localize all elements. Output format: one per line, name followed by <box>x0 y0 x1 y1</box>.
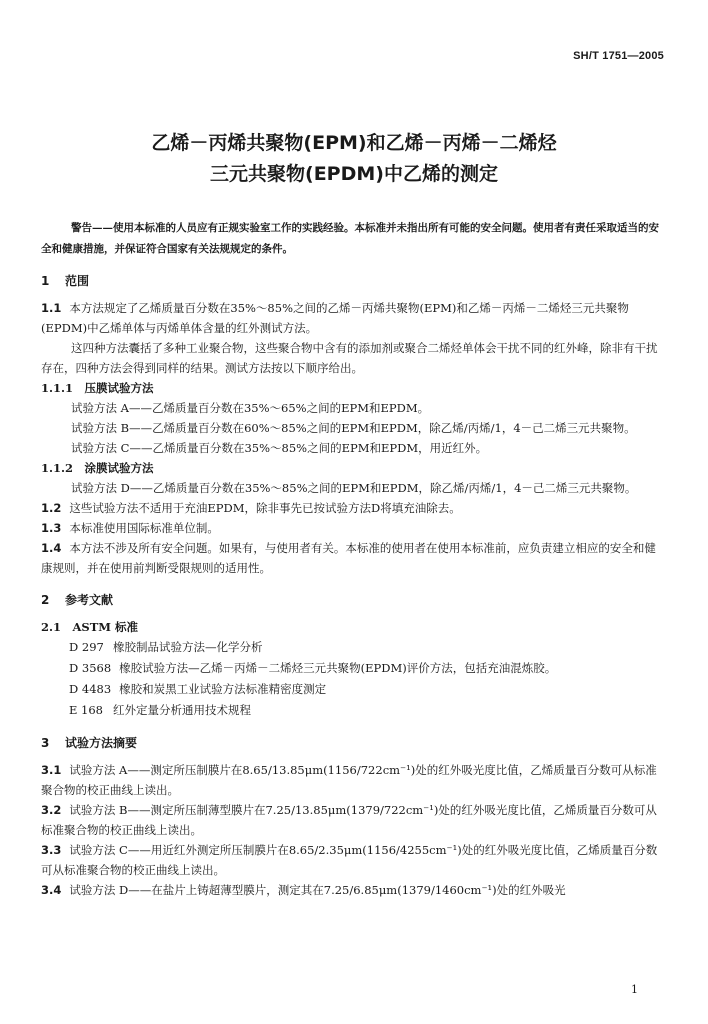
warning-paragraph: 警告——使用本标准的人员应有正规实验室工作的实践经验。本标准并未指出所有可能的安全问题。使用者有责任采取适当的安全和健康措施，并保证符合国家有关法规规定的条件。 <box>41 222 659 255</box>
section-title: 试验方法摘要 <box>65 736 138 750</box>
clause-3-3 <box>41 840 667 880</box>
clause-text: 本方法不涉及所有安全问题。如果有，与使用者有关。本标准的使用者在使用本标准前，应负责建立相应的安全和健康规则，并在使用前判断受限规则的适用性。 <box>41 541 656 575</box>
reference-item <box>69 700 667 721</box>
section-title: 范围 <box>65 274 90 288</box>
clause-number: 1.4 <box>41 541 62 555</box>
title-line-2: 三元共聚物(EPDM)中乙烯的测定 <box>210 163 498 185</box>
reference-code: D 3568 <box>69 661 112 675</box>
method-c-text: 试验方法 C——乙烯质量百分数在35%～85%之间的EPM和EPDM，用近红外。 <box>71 441 488 455</box>
reference-title: 橡胶和炭黑工业试验方法标准精密度测定 <box>119 682 327 696</box>
reference-item <box>69 679 667 700</box>
clause-1-4 <box>41 538 667 578</box>
clause-text: 试验方法 B——测定所压制薄型膜片在7.25/13.85μm(1379/722cm⁻¹)处的红外吸光度比值，乙烯质量百分数可从标准聚合物的校正曲线上读出。 <box>41 803 657 837</box>
reference-code: E 168 <box>69 703 104 717</box>
clause-text: 本方法规定了乙烯质量百分数在35%～85%之间的乙烯－丙烯共聚物(EPM)和乙烯－丙烯－二烯烃三元共聚物(EPDM)中乙烯单体与丙烯单体含量的红外测试方法。 <box>41 301 629 335</box>
reference-title: 橡胶制品试验方法—化学分析 <box>113 640 263 654</box>
section-number: 3 <box>41 736 50 750</box>
clause-number: 1.1 <box>41 301 62 315</box>
page-number: 1 <box>631 983 638 996</box>
clause-text: 这些试验方法不适用于充油EPDM，除非事先已按试验方法D将填充油除去。 <box>69 501 461 515</box>
clause-text: 试验方法 A——测定所压制膜片在8.65/13.85μm(1156/722cm⁻¹)处的红外吸光度比值，乙烯质量百分数可从标准聚合物的校正曲线上读出。 <box>41 763 657 797</box>
section-3-heading <box>41 730 667 760</box>
section-number: 2 <box>41 593 50 607</box>
clause-text: 试验方法 C——用近红外测定所压制膜片在8.65/2.35μm(1156/4255cm⁻¹)处的红外吸光度比值，乙烯质量百分数可从标准聚合物的校正曲线上读出。 <box>41 843 658 877</box>
section-1-heading <box>41 268 667 298</box>
method-a-text: 试验方法 A——乙烯质量百分数在35%～65%之间的EPM和EPDM。 <box>71 401 430 415</box>
subclause-1-1-1-heading: 1.1.1 压膜试验方法 <box>41 381 154 395</box>
clause-number: 3.2 <box>41 803 62 817</box>
document-title <box>0 128 708 190</box>
reference-item <box>69 637 667 658</box>
reference-code: D 297 <box>69 640 104 654</box>
clause-1-2 <box>41 498 667 518</box>
section-number: 1 <box>41 274 50 288</box>
reference-title: 橡胶试验方法—乙烯－丙烯－二烯烃三元共聚物(EPDM)评价方法，包括充油混炼胶。 <box>119 661 557 675</box>
method-d-text: 试验方法 D——乙烯质量百分数在35%～85%之间的EPM和EPDM，除乙烯/丙烯/1，4－己二烯三元共聚物。 <box>71 481 637 495</box>
reference-title: 红外定量分析通用技术规程 <box>113 703 251 717</box>
clause-3-1 <box>41 760 667 800</box>
reference-item <box>69 658 667 679</box>
document-body <box>41 218 667 900</box>
clause-1-1 <box>41 298 667 338</box>
method-b-text: 试验方法 B——乙烯质量百分数在60%～85%之间的EPM和EPDM，除乙烯/丙烯/1，4－己二烯三元共聚物。 <box>71 421 636 435</box>
clause-number: 3.3 <box>41 843 62 857</box>
section-title: 参考文献 <box>65 593 114 607</box>
reference-code: D 4483 <box>69 682 112 696</box>
clause-number: 3.1 <box>41 763 62 777</box>
clause-number: 3.4 <box>41 883 62 897</box>
standard-code: SH/T 1751—2005 <box>573 50 664 62</box>
subclause-2-1-heading: 2.1 ASTM 标准 <box>41 620 139 634</box>
subclause-1-1-2-heading: 1.1.2 涂膜试验方法 <box>41 461 154 475</box>
clause-3-4 <box>41 880 667 900</box>
clause-number: 1.2 <box>41 501 62 515</box>
clause-1-1-continuation: 这四种方法囊括了多种工业聚合物，这些聚合物中含有的添加剂或聚合二烯烃单体会干扰不同的红外峰，除非有干扰存在，四种方法会得到同样的结果。测试方法按以下顺序给出。 <box>41 341 658 375</box>
clause-number: 1.3 <box>41 521 62 535</box>
section-2-heading <box>41 587 667 617</box>
title-line-1: 乙烯－丙烯共聚物(EPM)和乙烯－丙烯－二烯烃 <box>151 132 557 154</box>
clause-1-3 <box>41 518 667 538</box>
clause-3-2 <box>41 800 667 840</box>
clause-text: 试验方法 D——在盐片上铸超薄型膜片，测定其在7.25/6.85μm(1379/1460cm⁻¹)处的红外吸光 <box>69 883 566 897</box>
clause-text: 本标准使用国际标准单位制。 <box>69 521 219 535</box>
